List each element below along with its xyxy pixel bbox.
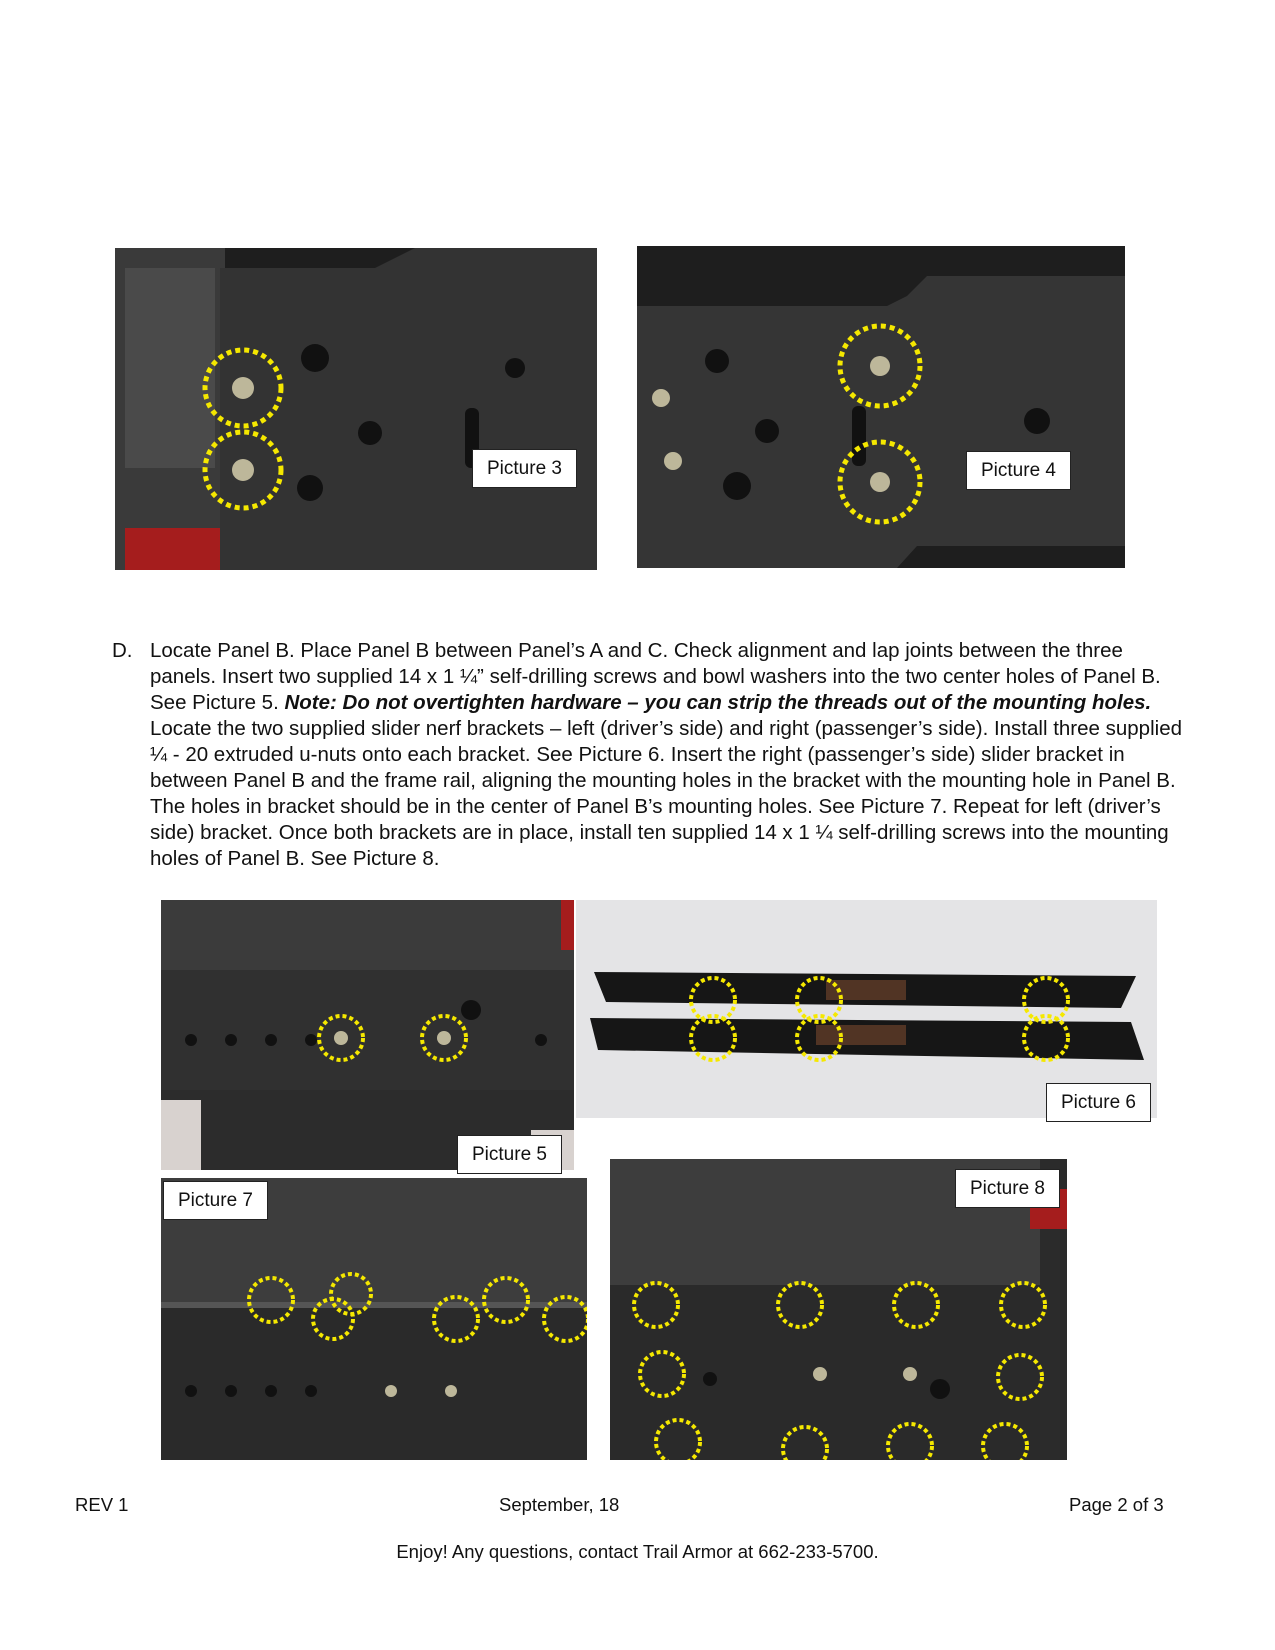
picture-7-photo [161, 1178, 587, 1460]
picture-4-photo [637, 246, 1125, 568]
picture-7-label: Picture 7 [163, 1181, 268, 1220]
step-note: Note: Do not overtighten hardware – you can strip the threads out of the mounting holes. [284, 691, 1152, 714]
picture-5-photo [161, 900, 574, 1170]
footer-page: Page 2 of 3 [1069, 1494, 1164, 1515]
step-body [150, 638, 1187, 872]
step-text-part2: Locate the two supplied slider nerf brackets – left (driver’s side) and right (passenger’s side). Install three supplied ¼ - 20 extruded u-nuts onto each bracket. See Picture 6. Insert the right (passenger’s side) slider bracket in between Panel B and the frame rail, aligning the mounting holes in the bracket with the mounting hole in Panel B. The holes in bracket should be in the center of Panel B’s mounting holes. See Picture 7. Repeat for left (driver’s side) bracket. Once both brackets are in place, install ten supplied 14 x 1 ¼ self-drilling screws into the mounting holes of Panel B. See Picture 8. [150, 717, 1182, 870]
footer-rev: REV 1 [75, 1494, 129, 1515]
picture-3-label: Picture 3 [472, 449, 577, 488]
picture-6-label: Picture 6 [1046, 1083, 1151, 1122]
picture-4-label: Picture 4 [966, 451, 1071, 490]
picture-5-label: Picture 5 [457, 1135, 562, 1174]
step-text-part1: Locate Panel B. Place Panel B between Panel’s A and C. Check alignment and lap joints between the three panels. Insert two supplied 14 x 1 ¼” self-drilling screws and bowl washers into the two center holes of Panel B. See Picture 5. [150, 639, 1161, 714]
footer-date: September, 18 [499, 1494, 620, 1515]
footer-contact: Enjoy! Any questions, contact Trail Armor at 662-233-5700. [396, 1541, 879, 1562]
picture-3-photo [115, 248, 597, 570]
step-letter: D. [112, 639, 133, 662]
picture-8-label: Picture 8 [955, 1169, 1060, 1208]
step-d [112, 638, 1187, 872]
